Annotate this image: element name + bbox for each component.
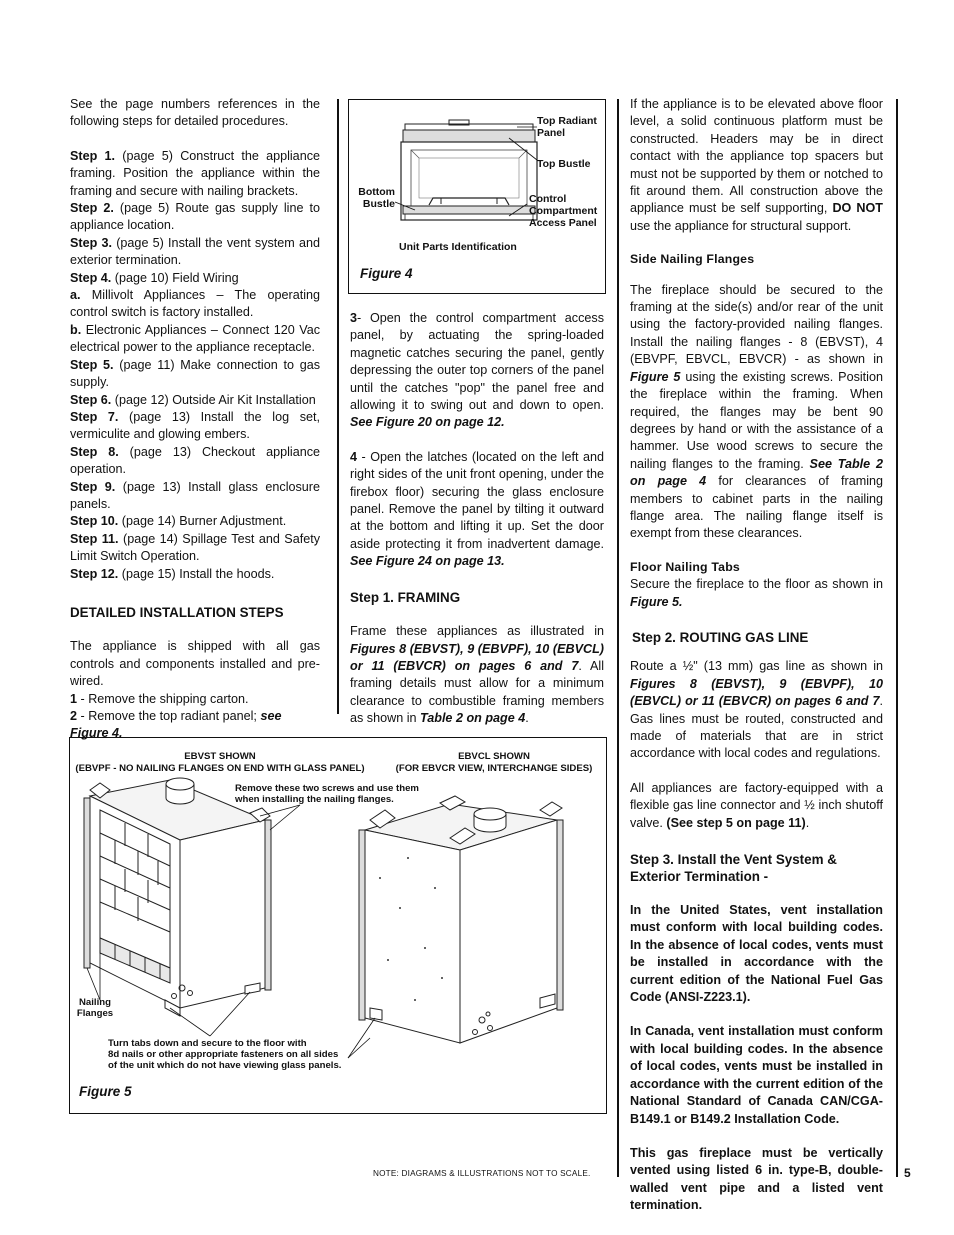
figure-5 bbox=[69, 737, 607, 1114]
step-item: Step 4. (page 10) Field Wiring bbox=[70, 270, 239, 285]
column-divider bbox=[617, 99, 619, 1177]
step-item: Step 11. (page 14) Spillage Test and Safety Limit Switch Operation. bbox=[70, 531, 320, 564]
label-turn-tabs: Turn tabs down and secure to the floor with 8d nails or other appropriate fasteners on all sides of the unit which do not have viewing glass panels. bbox=[108, 1038, 342, 1071]
label-bottom-bustle: Bottom Bustle bbox=[358, 186, 395, 210]
step-item: Step 7. (page 13) Install the log set, vermiculite and glowing embers. bbox=[70, 409, 321, 442]
step2-heading: Step 2. ROUTING GAS LINE bbox=[632, 629, 809, 645]
intro-text: See the page numbers references in the following steps for detailed procedures. bbox=[70, 97, 320, 129]
step-item: Step 3. (page 5) Install the vent system and exterior termination. bbox=[70, 235, 321, 268]
us-vent-text: In the United States, vent installation must conform with local building codes. In the absence of local codes, vents must be installed in accordance with the current edition of the National Fuel Gas Code (ANSI-Z223.1). bbox=[630, 903, 883, 1005]
step3-heading: Step 3. Install the Vent System & Exterior Termination - bbox=[630, 852, 837, 885]
label-nailing-flanges: Nailing Flanges bbox=[76, 997, 114, 1019]
side-nailing-text: The fireplace should be secured to the framing at the side(s) and/or rear of the unit using the factory-provided nailing flanges. Install the nailing flanges - 8 (EBVST), 4 (EBVPF, EBVCL, EBVCR) - as shown in Figure 5 using the existing screws. Position the fireplace within the framing. When required, the flanges may be bent 90 degrees by hand or with the assistance of a hammer. Use wood screws to secure the nailing flanges to the framing. See Table 2 on page 4 for clearances of framing members to cabinet parts in the nailing flange area. The nailing flange itself is exempt from these clearances. bbox=[630, 282, 883, 541]
vent-pipe-text: This gas fireplace must be vertically vented using listed 6 in. type-B, double-walled vent pipe and a listed vent termination. bbox=[630, 1145, 883, 1213]
step-item: Step 6. (page 12) Outside Air Kit Installation bbox=[70, 392, 316, 407]
figure-4-caption: Figure 4 bbox=[360, 266, 413, 281]
gas-line-text: Route a ½" (13 mm) gas line as shown in Figures 8 (EBVST), 9 (EBVPF), 10 (EBVCL) or 11 (EBVCR) on pages 6 and 7. Gas lines must be routed, constructed and made of materials that are in strict accordance with local codes and regulations. bbox=[630, 659, 883, 761]
framing-text: Frame these appliances as illustrated in Figures 8 (EBVST), 9 (EBVPF), 10 (EBVCL) or 11 (EBVCR) on pages 6 and 7. All framing details must allow for a minimum clearance to combustible framing members as shown in Table 2 on page 4. bbox=[350, 624, 604, 726]
step-list bbox=[70, 148, 320, 583]
step-item: Step 8. (page 13) Checkout appliance operation. bbox=[70, 444, 321, 477]
step-item: b. Electronic Appliances – Connect 120 Vac electrical power to the appliance receptacle. bbox=[70, 322, 320, 355]
page-number: 5 bbox=[904, 1166, 911, 1180]
label-ebvcl-sub: (FOR EBVCR VIEW, INTERCHANGE SIDES) bbox=[395, 763, 593, 774]
detailed-intro: The appliance is shipped with all gas controls and components installed and pre-wired. bbox=[70, 639, 320, 689]
label-top-bustle: Top Bustle bbox=[537, 158, 591, 170]
right-column bbox=[630, 96, 883, 1215]
step-item: Step 5. (page 11) Make connection to gas supply. bbox=[70, 357, 321, 390]
footer-note: NOTE: DIAGRAMS & ILLUSTRATIONS NOT TO SCALE. bbox=[373, 1169, 591, 1178]
label-top-radiant-panel: Top Radiant Panel bbox=[537, 115, 597, 139]
label-control-compartment: Control Compartment Access Panel bbox=[529, 193, 598, 229]
label-ebvst-sub: (EBVPF - NO NAILING FLANGES ON END WITH GLASS PANEL) bbox=[75, 763, 365, 774]
figure-4 bbox=[348, 99, 606, 294]
canada-vent-text: In Canada, vent installation must conform with local building codes. In the absence of local codes, vents must be installed in accordance with the current edition of the National Standard of Canada CAN/CGA-B149.1 or B149.2 Installation Code. bbox=[630, 1024, 883, 1126]
step-item: Step 12. (page 15) Install the hoods. bbox=[70, 566, 275, 581]
left-column bbox=[70, 96, 320, 743]
item-2: 2 - Remove the top radiant panel; see Figure 4. bbox=[70, 709, 282, 741]
middle-column bbox=[350, 310, 604, 728]
column-divider bbox=[337, 99, 339, 714]
gas-connector-text: All appliances are factory-equipped with a flexible gas line connector and ½ inch shutoff valve. (See step 5 on page 11). bbox=[630, 780, 883, 830]
page-edge-line bbox=[896, 99, 898, 1177]
step-item: Step 10. (page 14) Burner Adjustment. bbox=[70, 514, 287, 529]
paragraph-4: 4 - Open the latches (located on the left and right sides of the unit front opening, under the firebox floor) securing the glass enclosure panel. Remove the panel by tilting it outward at the bottom and lifting it up. Set the door aside protecting it from inadvertent damage. See Figure 24 on page 13. bbox=[350, 449, 604, 569]
figure-5-caption: Figure 5 bbox=[79, 1084, 132, 1099]
label-remove-screws: Remove these two screws and use them when installing the nailing flanges. bbox=[235, 783, 419, 805]
step-item: a. Millivolt Appliances – The operating control switch is factory installed. bbox=[70, 288, 321, 320]
side-nailing-heading: Side Nailing Flanges bbox=[630, 252, 755, 267]
label-unit-parts: Unit Parts Identification bbox=[399, 241, 517, 253]
step1-framing-heading: Step 1. FRAMING bbox=[350, 589, 461, 605]
floor-nailing-text: Secure the fireplace to the floor as shown in Figure 5. bbox=[630, 577, 883, 609]
label-ebvst-shown: EBVST SHOWN bbox=[184, 751, 256, 762]
paragraph-3: 3- Open the control compartment access panel, by actuating the spring-loaded magnetic catches securing the panel, gently depressing the outer top corners of the panel until the catches "pop" the panel free and allowing it to swing out and down to open. See Figure 20 on page 12. bbox=[350, 311, 604, 430]
label-ebvcl-shown: EBVCL SHOWN bbox=[458, 751, 530, 762]
item-1: 1 - Remove the shipping carton. bbox=[70, 691, 249, 706]
platform-text: If the appliance is to be elevated above floor level, a solid continuous platform must be constructed. Headers may be in direct contact with the appliance top spacers but must not be supported by them or notched to fit around them. All construction above the appliance must be self supporting, DO NOT use the appliance for structural support. bbox=[630, 97, 883, 233]
step-item: Step 2. (page 5) Route gas supply line to appliance location. bbox=[70, 201, 320, 233]
detailed-steps-heading: DETAILED INSTALLATION STEPS bbox=[70, 604, 284, 620]
step-item: Step 9. (page 13) Install glass enclosure panels. bbox=[70, 479, 321, 511]
step-item: Step 1. (page 5) Construct the appliance framing. Position the appliance within the framing and secure with nailing brackets. bbox=[70, 148, 320, 198]
floor-nailing-heading: Floor Nailing Tabs bbox=[630, 559, 740, 574]
